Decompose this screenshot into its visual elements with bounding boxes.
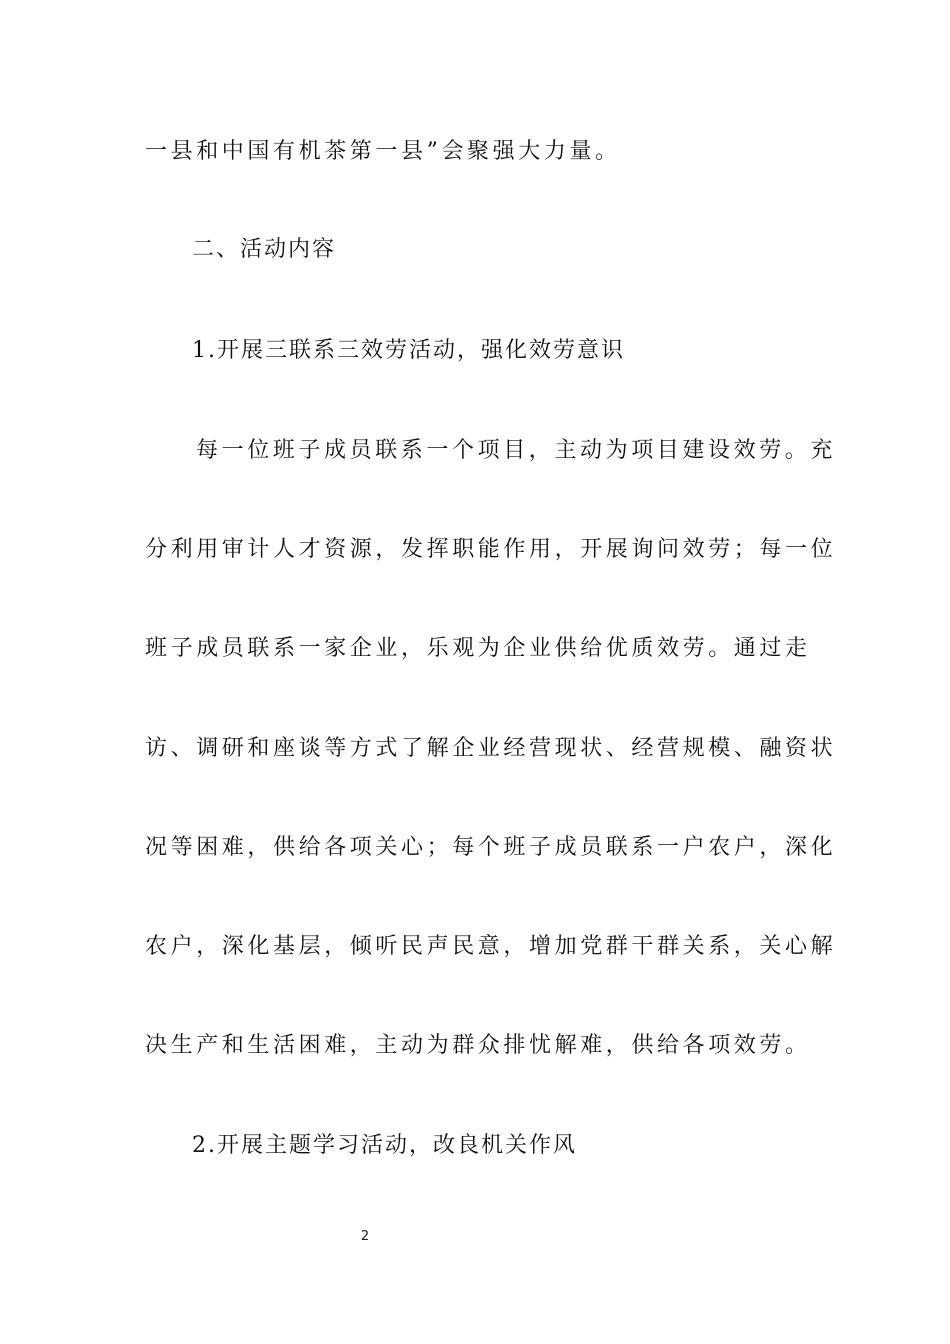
text-line: 决生产和生活困难，主动为群众排忧解难，供给各项效劳。 [145, 1033, 811, 1058]
subsection-heading: 2.开展主题学习活动，改良机关作风 [192, 1133, 577, 1158]
text-line: 一县和中国有机茶第一县”会聚强大力量。 [145, 139, 621, 164]
text-line: 访、调研和座谈等方式了解企业经营现状、经营规模、融资状 [145, 736, 837, 761]
text-line: 分利用审计人才资源，发挥职能作用，开展询问效劳；每一位 [145, 537, 837, 562]
text-line: 农户，深化基层，倾听民声民意，增加党群干群关系，关心解 [145, 934, 837, 959]
page-number: 2 [360, 1229, 370, 1244]
section-heading: 二、活动内容 [192, 237, 337, 262]
text-line: 班子成员联系一家企业，乐观为企业供给优质效劳。通过走 [145, 636, 811, 661]
paragraph-first-line: 每一位班子成员联系一个项目，主动为项目建设效劳。充 [196, 438, 837, 463]
subsection-heading: 1.开展三联系三效劳活动，强化效劳意识 [192, 338, 625, 363]
text-line: 况等困难，供给各项关心；每个班子成员联系一户农户，深化 [145, 835, 837, 860]
